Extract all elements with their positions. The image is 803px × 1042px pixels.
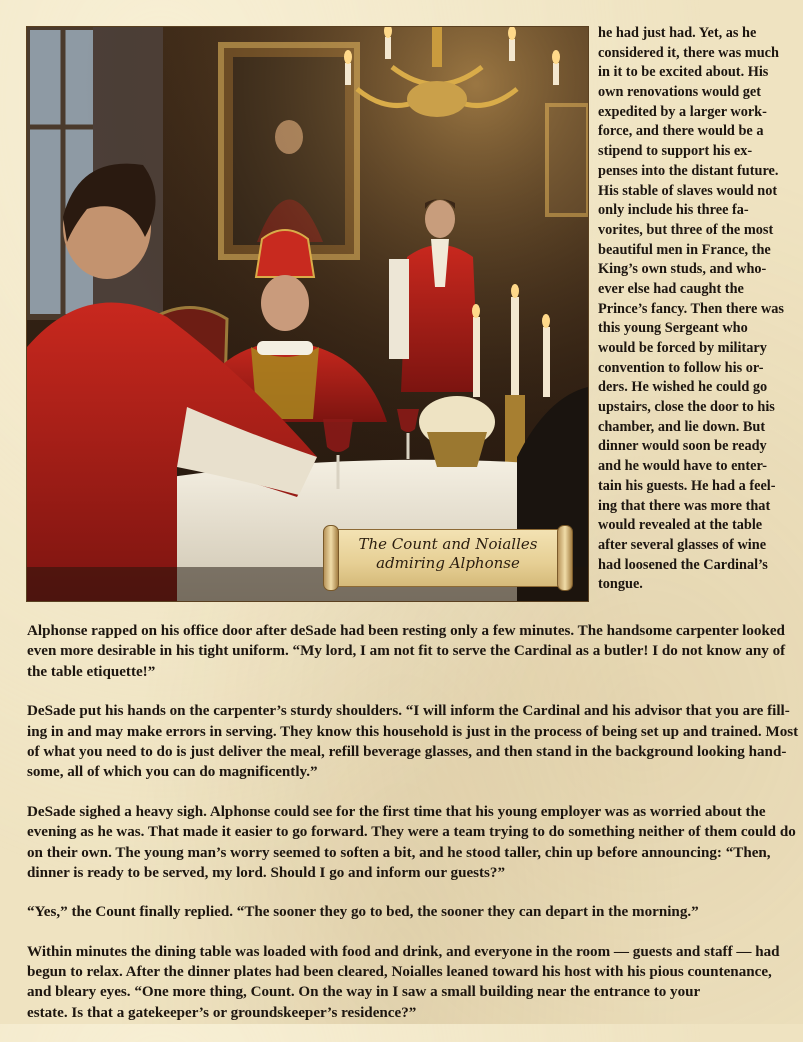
- side-column-line: force, and there would be a: [598, 123, 764, 140]
- paragraph-line: of what you need to do is just deliver the meal, refill beverage glasses, and then stand in the background looking hand-: [27, 743, 787, 760]
- caption-banner: [323, 525, 573, 589]
- body-text: [27, 621, 799, 1042]
- paragraph: [27, 942, 787, 1024]
- side-column-line: dinner would soon be ready: [598, 438, 767, 455]
- side-column-line: vorites, but three of the most: [598, 221, 774, 238]
- side-column-line: upstairs, close the door to his: [598, 399, 775, 416]
- dining-scene-illustration: [26, 26, 589, 602]
- side-column-line: had loosened the Cardinal’s: [598, 556, 768, 573]
- side-column-line: in it to be excited about. His: [598, 64, 769, 81]
- side-column-line: and he would have to enter-: [598, 458, 768, 475]
- side-column-line: tain his guests. He had a feel-: [598, 477, 776, 494]
- paragraph-line: dinner is ready to be served, my lord. Should I go and inform our guests?”: [27, 864, 506, 881]
- paragraph: [27, 802, 796, 884]
- paragraph-line: begun to relax. After the dinner plates had been cleared, Noialles leaned toward his host with his pious countenance,: [27, 964, 772, 981]
- paragraph-line: on their own. The young man’s worry seemed to soften a bit, and he stood taller, chin up before announcing: “Then,: [27, 844, 771, 861]
- side-column-line: penses into the distant future.: [598, 162, 779, 179]
- paragraph-line: DeSade sighed a heavy sigh. Alphonse could see for the first time that his young employer was as worried about the: [27, 803, 766, 820]
- side-column-line: King’s own studs, and who-: [598, 261, 767, 278]
- side-column-line: convention to follow his or-: [598, 359, 764, 376]
- side-column-line: Prince’s fancy. Then there was: [598, 300, 784, 317]
- side-column-line: ders. He wished he could go: [598, 379, 768, 396]
- paragraph-line: the table etiquette!”: [27, 663, 156, 680]
- side-column-line: this young Sergeant who: [598, 320, 748, 337]
- side-column-line: expedited by a larger work-: [598, 103, 767, 120]
- paragraph-line: DeSade put his hands on the carpenter’s sturdy shoulders. “I will inform the Cardinal and his advisor that you are fill-: [27, 703, 790, 720]
- paragraph-line: Alphonse rapped on his office door after deSade had been resting only a few minutes. The handsome carpenter looked: [27, 623, 785, 639]
- side-column-line: only include his three fa-: [598, 202, 749, 219]
- side-column-line: tongue.: [598, 576, 643, 593]
- side-column-line: chamber, and lie down. But: [598, 418, 766, 435]
- paragraph-line: “Yes,” the Count finally replied. “The sooner they go to bed, the sooner they can depart in the morning.”: [27, 904, 699, 921]
- figure-caption: [335, 535, 561, 573]
- side-column-line: His stable of slaves would not: [598, 182, 778, 199]
- paragraph-line: some, all of which you can do magnificently.”: [27, 764, 318, 781]
- side-column-line: would revealed at the table: [598, 517, 763, 534]
- paragraph: [27, 621, 787, 682]
- paragraph-line: evening as he was. That made it easier to go forward. They were a team trying to do something neither of them could do: [27, 824, 796, 841]
- side-column-line: would be forced by military: [598, 340, 767, 356]
- paragraph-line: even more desirable in his tight uniform. “My lord, I am not fit to serve the Cardinal as a butler! I do not know any of: [27, 643, 786, 660]
- side-column-line: beautiful men in France, the: [598, 241, 771, 258]
- paragraph: [27, 902, 787, 922]
- paragraph-line: ing in and may make errors in serving. They know this household is just in the process of being set up and trained. Most: [27, 723, 799, 740]
- side-column-line: ever else had caught the: [598, 280, 744, 297]
- dining-scene-painting-icon: [27, 27, 588, 601]
- side-column-line: own renovations would get: [598, 84, 761, 101]
- side-column-line: stipend to support his ex-: [598, 143, 753, 160]
- caption-line: admiring Alphonse: [376, 554, 520, 572]
- paragraph-line: estate. Is that a gatekeeper’s or groundskeeper’s residence?”: [27, 1004, 417, 1021]
- side-column-line: ing that there was more that: [598, 497, 771, 514]
- side-column-line: after several glasses of wine: [598, 536, 767, 553]
- side-column-line: he had just had. Yet, as he: [598, 25, 757, 41]
- side-column-text: [598, 24, 794, 595]
- paragraph: [27, 701, 799, 783]
- caption-line: The Count and Noialles: [358, 535, 538, 553]
- paragraph-line: Within minutes the dining table was loaded with food and drink, and everyone in the room — guests and staff — had: [27, 943, 780, 960]
- side-column-line: considered it, there was much: [598, 44, 779, 61]
- paragraph-line: and bleary eyes. “One more thing, Count. On the way in I saw a small building near the entrance to your: [27, 984, 701, 1001]
